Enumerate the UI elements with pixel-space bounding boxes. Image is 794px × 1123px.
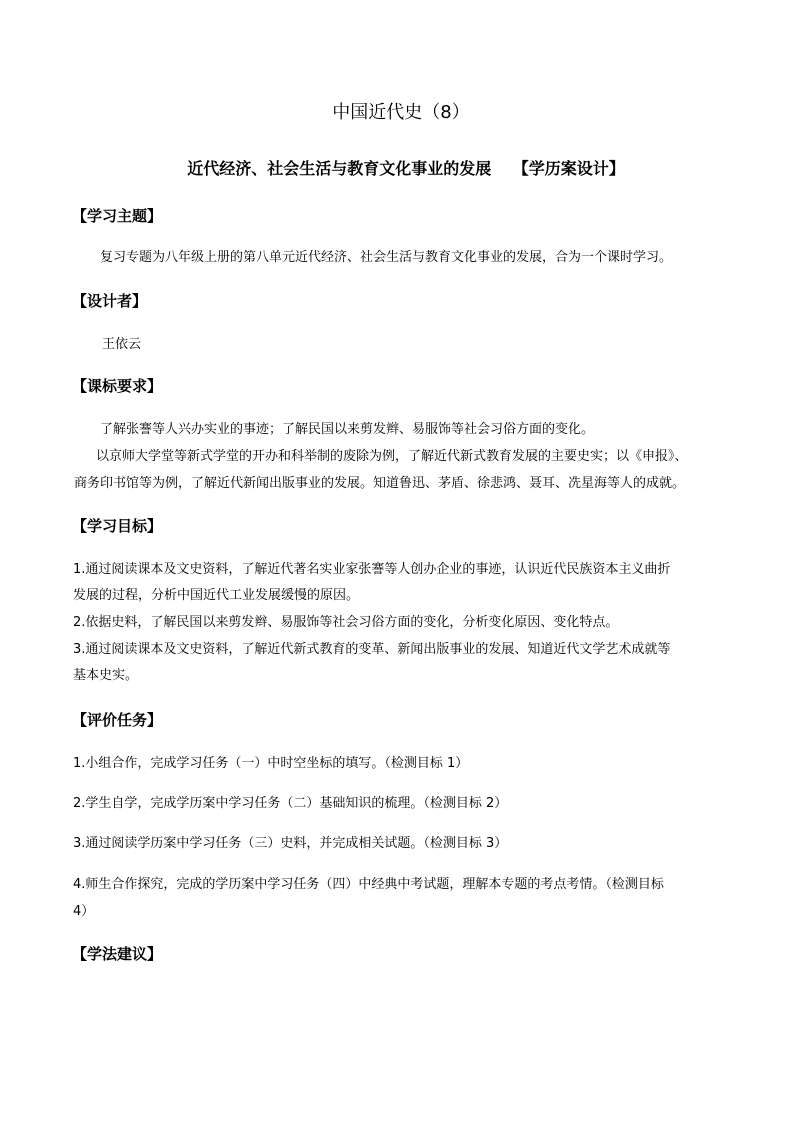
section-heading-topic: 【学习主题】 [72,207,163,225]
standards-line-2: 以京师大学堂等新式学堂的开办和科举制的废除为例，了解近代新式教育发展的主要史实；以《申报》、 [96,449,688,464]
task-item-3: 3.通过阅读学历案中学习任务（三）史料，并完成相关试题。（检测目标 3） [73,836,508,851]
standards-line-3: 商务印书馆等为例，了解近代新闻出版事业的发展。知道鲁迅、茅盾、徐悲鸿、聂耳、冼星海等人的成就。 [74,476,686,491]
section-heading-tasks: 【评价任务】 [72,711,163,729]
goal-item-1-line-2: 发展的过程，分析中国近代工业发展缓慢的原因。 [73,588,360,603]
topic-text: 复习专题为八年级上册的第八单元近代经济、社会生活与教育文化事业的发展，合为一个课时学习。 [100,250,673,265]
goal-item-3-line-1: 3.通过阅读课本及文史资料，了解近代新式教育的变革、新闻出版事业的发展、知道近代文学艺术成就等 [73,642,671,657]
section-heading-methods: 【学法建议】 [72,945,163,963]
section-heading-standards: 【课标要求】 [72,377,163,395]
designer-name: 王依云 [102,337,142,352]
goal-item-1-line-1: 1.通过阅读课本及文史资料，了解近代著名实业家张謇等人创办企业的事迹，认识近代民族资本主义曲折 [73,562,671,577]
section-heading-goals: 【学习目标】 [72,517,163,535]
standards-line-1: 了解张謇等人兴办实业的事迹；了解民国以来剪发辫、易服饰等社会习俗方面的变化。 [100,422,595,437]
task-item-1: 1.小组合作，完成学习任务（一）中时空坐标的填写。（检测目标 1） [73,756,469,771]
document-subtitle: 近代经济、社会生活与教育文化事业的发展 【学历案设计】 [187,159,625,178]
section-heading-designer: 【设计者】 [72,292,148,310]
goal-item-3-line-2: 基本史实。 [73,668,139,683]
task-item-4-line-2: 4） [73,904,95,919]
document-title: 中国近代史（8） [332,102,470,123]
goal-item-2: 2.依据史料，了解民国以来剪发辫、易服饰等社会习俗方面的变化，分析变化原因、变化特点。 [73,615,619,630]
task-item-2: 2.学生自学，完成学历案中学习任务（二）基础知识的梳理。（检测目标 2） [73,796,508,811]
task-item-4-line-1: 4.师生合作探究，完成的学历案中学习任务（四）中经典中考试题，理解本专题的考点考情。（检测目标 [73,877,664,892]
